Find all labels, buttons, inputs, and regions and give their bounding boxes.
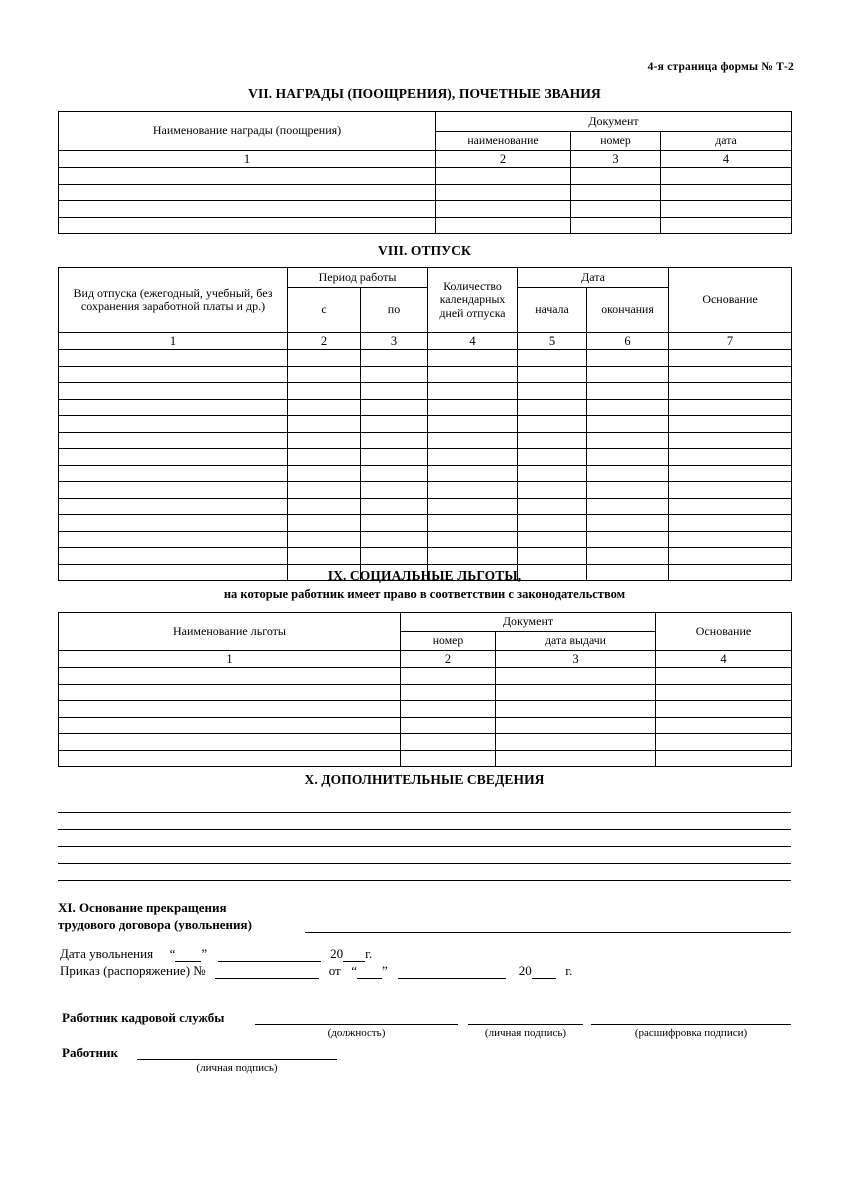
- section-x-title: X. ДОПОЛНИТЕЛЬНЫЕ СВЕДЕНИЯ: [304, 772, 545, 787]
- quote-open: “: [351, 963, 357, 978]
- awards-cell[interactable]: [436, 184, 571, 201]
- vacation-header-period: Период работы: [288, 268, 428, 288]
- awards-header-row-1: [59, 112, 792, 132]
- benefits-header-doc-number: номер: [401, 632, 496, 651]
- table-row[interactable]: [59, 531, 792, 548]
- vacation-cell[interactable]: [669, 531, 792, 548]
- vacation-cell[interactable]: [361, 498, 428, 515]
- order-month-input[interactable]: [398, 965, 506, 979]
- benefits-colnum-2: 2: [401, 651, 496, 668]
- vacation-cell[interactable]: [428, 350, 518, 367]
- benefits-header-row-1: [59, 613, 792, 632]
- vacation-number-row: [59, 333, 792, 350]
- hr-position-input[interactable]: [255, 1024, 458, 1025]
- benefits-cell[interactable]: [401, 717, 496, 734]
- vacation-cell[interactable]: [361, 548, 428, 565]
- vacation-cell[interactable]: [518, 399, 587, 416]
- vacation-cell[interactable]: [288, 416, 361, 433]
- benefits-cell[interactable]: [401, 734, 496, 751]
- vacation-cell[interactable]: [288, 548, 361, 565]
- vacation-cell[interactable]: [59, 548, 288, 565]
- vacation-cell[interactable]: [587, 366, 669, 383]
- vacation-header-days: Количество календарных дней отпуска: [428, 268, 518, 333]
- vacation-header-to: по: [361, 288, 428, 333]
- benefits-cell[interactable]: [656, 668, 792, 685]
- order-year-prefix: 20: [518, 963, 532, 978]
- order-number-input[interactable]: [215, 965, 319, 979]
- vacation-cell[interactable]: [361, 383, 428, 400]
- benefits-cell[interactable]: [401, 701, 496, 718]
- section-viii-title: VIII. ОТПУСК: [378, 243, 471, 258]
- vacation-cell[interactable]: [428, 548, 518, 565]
- vacation-cell[interactable]: [428, 482, 518, 499]
- table-row[interactable]: [59, 184, 792, 201]
- vacation-cell[interactable]: [587, 515, 669, 532]
- vacation-cell[interactable]: [587, 449, 669, 466]
- order-from-label: от: [328, 963, 341, 978]
- table-row[interactable]: [59, 201, 792, 218]
- vacation-cell[interactable]: [428, 383, 518, 400]
- vacation-cell[interactable]: [59, 399, 288, 416]
- awards-colnum-2: 2: [436, 151, 571, 168]
- awards-cell[interactable]: [59, 217, 436, 234]
- benefits-number-row: [59, 651, 792, 668]
- table-row[interactable]: [59, 168, 792, 185]
- vacation-cell[interactable]: [518, 515, 587, 532]
- vacation-cell[interactable]: [59, 465, 288, 482]
- awards-cell[interactable]: [59, 184, 436, 201]
- awards-number-row: [59, 151, 792, 168]
- awards-cell[interactable]: [436, 217, 571, 234]
- table-row[interactable]: [59, 750, 792, 767]
- vacation-cell[interactable]: [518, 432, 587, 449]
- vacation-colnum-7: 7: [669, 333, 792, 350]
- vacation-cell[interactable]: [288, 531, 361, 548]
- hr-transcript-input[interactable]: [591, 1024, 791, 1025]
- vacation-cell[interactable]: [361, 515, 428, 532]
- table-row[interactable]: [59, 350, 792, 367]
- vacation-header-date: Дата: [518, 268, 669, 288]
- vacation-cell[interactable]: [288, 383, 361, 400]
- section-xi-title-line2: трудового договора (увольнения): [58, 917, 252, 932]
- benefits-header-doc-date: дата выдачи: [496, 632, 656, 651]
- additional-info-line-5[interactable]: [58, 880, 791, 881]
- vacation-colnum-1: 1: [59, 333, 288, 350]
- vacation-cell[interactable]: [518, 383, 587, 400]
- vacation-cell[interactable]: [288, 482, 361, 499]
- awards-table: [58, 111, 792, 234]
- vacation-cell[interactable]: [288, 432, 361, 449]
- benefits-cell[interactable]: [656, 717, 792, 734]
- section-xi-title-line1: XI. Основание прекращения: [58, 900, 227, 915]
- benefits-cell[interactable]: [496, 684, 656, 701]
- termination-basis-input[interactable]: [305, 932, 791, 933]
- dismissal-year-input[interactable]: [343, 948, 365, 962]
- table-row[interactable]: [59, 548, 792, 565]
- vacation-cell[interactable]: [669, 449, 792, 466]
- hr-signature-caption: (личная подпись): [484, 1027, 567, 1039]
- vacation-cell[interactable]: [669, 498, 792, 515]
- vacation-cell[interactable]: [669, 465, 792, 482]
- awards-colnum-4: 4: [661, 151, 792, 168]
- additional-info-line-1[interactable]: [58, 812, 791, 813]
- vacation-cell[interactable]: [587, 416, 669, 433]
- vacation-cell[interactable]: [59, 498, 288, 515]
- dismissal-day-input[interactable]: [175, 948, 201, 962]
- vacation-header-date-end: окончания: [587, 288, 669, 333]
- vacation-cell[interactable]: [518, 449, 587, 466]
- additional-info-line-4[interactable]: [58, 863, 791, 864]
- vacation-cell[interactable]: [518, 465, 587, 482]
- awards-cell[interactable]: [661, 217, 792, 234]
- order-day-input[interactable]: [357, 965, 382, 979]
- dismissal-month-input[interactable]: [218, 948, 321, 962]
- vacation-cell[interactable]: [59, 531, 288, 548]
- order-row: [60, 963, 572, 979]
- vacation-cell[interactable]: [428, 366, 518, 383]
- table-row[interactable]: [59, 449, 792, 466]
- order-label: Приказ (распоряжение) №: [60, 963, 206, 978]
- benefits-cell[interactable]: [59, 701, 401, 718]
- awards-cell[interactable]: [59, 168, 436, 185]
- awards-header-document: Документ: [436, 112, 792, 132]
- benefits-header-basis: Основание: [656, 613, 792, 651]
- benefits-cell[interactable]: [59, 668, 401, 685]
- vacation-colnum-4: 4: [428, 333, 518, 350]
- vacation-cell[interactable]: [669, 399, 792, 416]
- vacation-cell[interactable]: [518, 366, 587, 383]
- awards-cell[interactable]: [661, 184, 792, 201]
- dismissal-year-prefix: 20: [330, 946, 344, 961]
- vacation-cell[interactable]: [59, 482, 288, 499]
- vacation-cell[interactable]: [361, 465, 428, 482]
- benefits-cell[interactable]: [496, 668, 656, 685]
- awards-header-doc-date: дата: [661, 132, 792, 151]
- dismissal-date-row: [60, 946, 372, 962]
- vacation-cell[interactable]: [428, 449, 518, 466]
- vacation-cell[interactable]: [518, 548, 587, 565]
- vacation-cell[interactable]: [518, 531, 587, 548]
- awards-header-name: Наименование награды (поощрения): [59, 112, 436, 151]
- benefits-cell[interactable]: [496, 750, 656, 767]
- vacation-cell[interactable]: [428, 515, 518, 532]
- additional-info-line-2[interactable]: [58, 829, 791, 830]
- hr-officer-label: Работник кадровой службы: [62, 1010, 225, 1025]
- awards-colnum-3: 3: [571, 151, 661, 168]
- benefits-cell[interactable]: [59, 717, 401, 734]
- vacation-cell[interactable]: [361, 416, 428, 433]
- awards-colnum-1: 1: [59, 151, 436, 168]
- vacation-cell[interactable]: [428, 531, 518, 548]
- benefits-cell[interactable]: [401, 750, 496, 767]
- vacation-cell[interactable]: [59, 383, 288, 400]
- vacation-cell[interactable]: [587, 432, 669, 449]
- benefits-cell[interactable]: [401, 668, 496, 685]
- dismissal-year-suffix: г.: [365, 946, 373, 961]
- vacation-cell[interactable]: [361, 432, 428, 449]
- vacation-cell[interactable]: [59, 515, 288, 532]
- vacation-table: [58, 267, 792, 581]
- order-year-input[interactable]: [532, 965, 556, 979]
- vacation-header-type: Вид отпуска (ежегодный, учебный, без сохранения заработной платы и др.): [59, 268, 288, 333]
- vacation-cell[interactable]: [288, 449, 361, 466]
- section-ix-title: IX. СОЦИАЛЬНЫЕ ЛЬГОТЫ,: [327, 568, 522, 583]
- benefits-header-name: Наименование льготы: [59, 613, 401, 651]
- hr-transcript-caption: (расшифровка подписи): [634, 1027, 748, 1039]
- benefits-cell[interactable]: [496, 701, 656, 718]
- employee-label: Работник: [62, 1045, 118, 1060]
- vacation-cell[interactable]: [288, 465, 361, 482]
- vacation-cell[interactable]: [669, 432, 792, 449]
- vacation-cell[interactable]: [669, 515, 792, 532]
- benefits-cell[interactable]: [496, 734, 656, 751]
- vacation-cell[interactable]: [428, 465, 518, 482]
- benefits-colnum-1: 1: [59, 651, 401, 668]
- vacation-cell[interactable]: [669, 350, 792, 367]
- awards-cell[interactable]: [571, 168, 661, 185]
- vacation-cell[interactable]: [428, 416, 518, 433]
- table-row[interactable]: [59, 734, 792, 751]
- table-row[interactable]: [59, 366, 792, 383]
- vacation-cell[interactable]: [59, 366, 288, 383]
- awards-cell[interactable]: [571, 184, 661, 201]
- table-row[interactable]: [59, 717, 792, 734]
- benefits-cell[interactable]: [59, 684, 401, 701]
- vacation-cell[interactable]: [361, 366, 428, 383]
- vacation-cell[interactable]: [59, 432, 288, 449]
- benefits-colnum-3: 3: [496, 651, 656, 668]
- vacation-cell[interactable]: [587, 383, 669, 400]
- quote-close: ”: [381, 963, 388, 978]
- awards-cell[interactable]: [571, 217, 661, 234]
- vacation-cell[interactable]: [518, 416, 587, 433]
- awards-cell[interactable]: [661, 201, 792, 218]
- hr-signature-input[interactable]: [468, 1024, 583, 1025]
- benefits-cell[interactable]: [401, 684, 496, 701]
- table-row[interactable]: [59, 432, 792, 449]
- section-vii-title: VII. НАГРАДЫ (ПООЩРЕНИЯ), ПОЧЕТНЫЕ ЗВАНИЯ: [248, 86, 601, 101]
- benefits-colnum-4: 4: [656, 651, 792, 668]
- vacation-cell[interactable]: [361, 531, 428, 548]
- benefits-cell[interactable]: [656, 734, 792, 751]
- vacation-header-row-1: [59, 268, 792, 288]
- benefits-header-document: Документ: [401, 613, 656, 632]
- awards-cell[interactable]: [571, 201, 661, 218]
- table-row[interactable]: [59, 668, 792, 685]
- awards-cell[interactable]: [436, 201, 571, 218]
- table-row[interactable]: [59, 482, 792, 499]
- vacation-cell[interactable]: [587, 531, 669, 548]
- vacation-cell[interactable]: [587, 465, 669, 482]
- benefits-cell[interactable]: [59, 734, 401, 751]
- vacation-cell[interactable]: [587, 350, 669, 367]
- vacation-cell[interactable]: [361, 482, 428, 499]
- table-row[interactable]: [59, 515, 792, 532]
- benefits-cell[interactable]: [656, 750, 792, 767]
- vacation-cell[interactable]: [669, 416, 792, 433]
- benefits-cell[interactable]: [656, 684, 792, 701]
- vacation-cell[interactable]: [518, 498, 587, 515]
- quote-close: ”: [201, 946, 208, 961]
- awards-header-doc-name: наименование: [436, 132, 571, 151]
- vacation-colnum-5: 5: [518, 333, 587, 350]
- vacation-cell[interactable]: [288, 350, 361, 367]
- vacation-cell[interactable]: [669, 548, 792, 565]
- form-reference: 4-я страница формы № Т-2: [647, 61, 794, 73]
- awards-header-doc-number: номер: [571, 132, 661, 151]
- table-row[interactable]: [59, 465, 792, 482]
- vacation-cell[interactable]: [518, 350, 587, 367]
- hr-position-caption: (должность): [327, 1027, 386, 1039]
- awards-cell[interactable]: [436, 168, 571, 185]
- employee-signature-input[interactable]: [137, 1059, 337, 1060]
- vacation-cell[interactable]: [361, 449, 428, 466]
- table-row[interactable]: [59, 701, 792, 718]
- table-row[interactable]: [59, 684, 792, 701]
- vacation-colnum-2: 2: [288, 333, 361, 350]
- vacation-cell[interactable]: [288, 515, 361, 532]
- vacation-cell[interactable]: [288, 399, 361, 416]
- vacation-cell[interactable]: [587, 498, 669, 515]
- vacation-cell[interactable]: [669, 482, 792, 499]
- table-row[interactable]: [59, 399, 792, 416]
- benefits-cell[interactable]: [496, 717, 656, 734]
- vacation-cell[interactable]: [518, 482, 587, 499]
- order-year-suffix: г.: [565, 963, 573, 978]
- section-ix-subtitle: на которые работник имеет право в соответствии с законодательством: [223, 587, 626, 601]
- vacation-colnum-6: 6: [587, 333, 669, 350]
- vacation-cell[interactable]: [59, 449, 288, 466]
- table-row[interactable]: [59, 383, 792, 400]
- vacation-colnum-3: 3: [361, 333, 428, 350]
- benefits-table: [58, 612, 792, 767]
- benefits-cell[interactable]: [656, 701, 792, 718]
- vacation-header-date-start: начала: [518, 288, 587, 333]
- vacation-cell[interactable]: [587, 482, 669, 499]
- benefits-cell[interactable]: [59, 750, 401, 767]
- vacation-header-from: с: [288, 288, 361, 333]
- vacation-cell[interactable]: [428, 432, 518, 449]
- employee-signature-caption: (личная подпись): [196, 1062, 278, 1074]
- table-row[interactable]: [59, 416, 792, 433]
- quote-open: “: [169, 946, 176, 961]
- vacation-cell[interactable]: [669, 383, 792, 400]
- vacation-cell[interactable]: [361, 399, 428, 416]
- additional-info-line-3[interactable]: [58, 846, 791, 847]
- dismissal-date-label: Дата увольнения: [60, 946, 154, 961]
- vacation-cell[interactable]: [361, 350, 428, 367]
- vacation-cell[interactable]: [288, 498, 361, 515]
- awards-cell[interactable]: [661, 168, 792, 185]
- vacation-cell[interactable]: [288, 366, 361, 383]
- vacation-cell[interactable]: [59, 416, 288, 433]
- table-row[interactable]: [59, 498, 792, 515]
- awards-cell[interactable]: [59, 201, 436, 218]
- vacation-cell[interactable]: [587, 399, 669, 416]
- vacation-cell[interactable]: [587, 548, 669, 565]
- vacation-cell[interactable]: [669, 366, 792, 383]
- vacation-cell[interactable]: [59, 350, 288, 367]
- vacation-header-basis: Основание: [669, 268, 792, 333]
- vacation-cell[interactable]: [428, 498, 518, 515]
- vacation-cell[interactable]: [428, 399, 518, 416]
- table-row[interactable]: [59, 217, 792, 234]
